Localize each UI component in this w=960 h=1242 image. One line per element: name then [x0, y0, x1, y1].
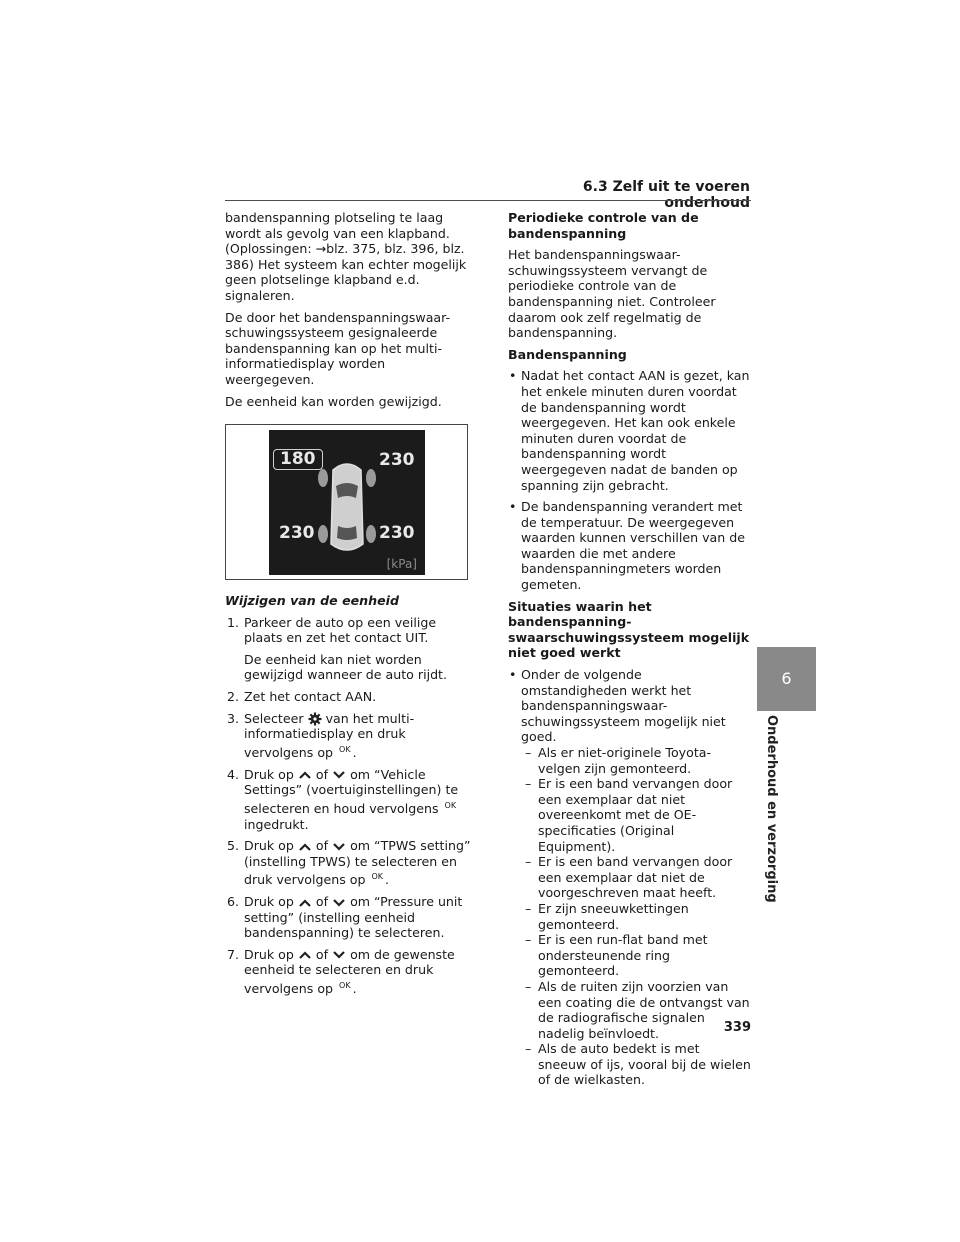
step-text: om de gewenste eenheid te selecteren en druk vervolgens op [244, 946, 455, 997]
step-text: Druk op [244, 766, 294, 782]
chevron-down-icon [332, 950, 346, 960]
chapter-tab: 6 [757, 647, 816, 711]
paragraph: Het bandenspanningswaar-schuwingssysteem vervangt de periodieke controle van de bandenspanning niet. Controleer daarom ook zelf regelmatig de bandenspanning. [508, 247, 716, 341]
list-item [521, 776, 751, 854]
section-heading: Periodieke controle van de bandenspanning [508, 210, 699, 241]
dash-marker: – [525, 1041, 532, 1057]
step-text: of [315, 766, 329, 782]
step-number: 5. [227, 838, 240, 854]
chevron-up-icon [298, 770, 312, 780]
pressure-front-right: 230 [379, 450, 415, 470]
list-item-text: Er is een band vervangen door een exemplaar dat niet de voorgeschreven maat heeft. [538, 854, 733, 901]
step-text: Selecteer [244, 710, 304, 726]
right-column [508, 210, 751, 1094]
step-note: De eenheid kan niet worden gewijzigd wanneer de auto rijdt. [244, 651, 448, 683]
pressure-rear-right: 230 [379, 523, 415, 543]
list-item [508, 368, 751, 493]
list-item-text: Als de auto bedekt is met sneeuw of ijs, vooral bij de wielen of de wielkasten. [538, 1041, 751, 1088]
section-heading: Bandenspanning [508, 346, 627, 362]
bullet-marker: • [509, 667, 517, 683]
step-text: ingedrukt. [244, 816, 309, 832]
chevron-up-icon [298, 950, 312, 960]
step-number: 6. [227, 894, 240, 910]
step-text: Druk op [244, 946, 294, 962]
step-2 [225, 689, 475, 705]
step-number: 3. [227, 710, 240, 726]
step-text: . [352, 744, 357, 760]
dash-marker: – [525, 776, 532, 792]
list-item [521, 932, 751, 979]
list-item-text: Er is een band vervangen door een exemplaar dat niet overeenkomt met de OE-specificaties (Original Equipment). [538, 776, 733, 854]
list-item-text: Onder de volgende omstandigheden werkt het bandenspanningswaar-schuwingssysteem mogelijk niet goed. [521, 667, 726, 745]
step-text: Parkeer de auto op een veilige plaats en zet het contact UIT. [244, 614, 437, 646]
bullet-marker: • [509, 499, 517, 515]
list-item [521, 854, 751, 901]
paragraph: bandenspanning plotseling te laag wordt als gevolg van een klapband. (Oplossingen: →blz. 375, blz. 396, blz. 386) Het systeem kan echter mogelijk geen plotselinge klapband e.d. signaleren. [225, 210, 467, 303]
list-item-text: De bandenspanning verandert met de temperatuur. De weergegeven waarden kunnen verschillen van de waarden die met andere bandenspanningmeters worden gemeten. [521, 499, 745, 593]
car-top-view-icon [317, 456, 377, 560]
step-number: 1. [227, 614, 240, 630]
step-3 [225, 711, 475, 761]
step-number: 2. [227, 688, 240, 704]
dash-marker: – [525, 900, 532, 916]
chevron-down-icon [332, 770, 346, 780]
list-item-text: Er is een run-flat band met ondersteunende ring gemonteerd. [538, 932, 708, 979]
bullet-marker: • [509, 368, 517, 384]
step-text: . [352, 981, 357, 997]
step-text: Druk op [244, 894, 294, 910]
list-item [521, 901, 751, 932]
step-number: 7. [227, 946, 240, 962]
list-item-text: Er zijn sneeuwkettingen gemonteerd. [538, 900, 689, 932]
step-text: om “Pressure unit setting” (instelling eenheid bandenspanning) te selecteren. [244, 894, 463, 941]
section-heading: Situaties waarin het bandenspanning-swaarschuwingssysteem mogelijk niet goed werkt [508, 598, 750, 661]
step-text: Zet het contact AAN. [244, 688, 377, 704]
dash-marker: – [525, 745, 532, 760]
step-6 [225, 894, 475, 941]
step-text: of [315, 946, 329, 962]
section-header: 6.3 Zelf uit te voeren onderhoud [582, 179, 750, 211]
paragraph: De door het bandenspanningswaar-schuwingssysteem gesignaleerde bandenspanning kan op het multi-informatiedisplay worden weergegeven. [225, 309, 451, 387]
step-text: van het multi-informatiedisplay en druk vervolgens op [244, 710, 415, 760]
ok-button-icon: OK [444, 800, 457, 810]
step-text: om “TPWS setting” (instelling TPWS) te selecteren en druk vervolgens op [244, 838, 471, 888]
pressure-unit: [kPa] [386, 557, 417, 571]
list-item-text: Nadat het contact AAN is gezet, kan het enkele minuten duren voordat de bandenspanning wordt weergegeven. Het kan ook enkele minuten duren voordat de bandenspanning wordt weergegeven nadat de banden op spanning zijn gebracht. [521, 368, 750, 493]
header-rule [225, 200, 751, 201]
steps-list [225, 615, 475, 997]
gear-icon [308, 712, 322, 726]
list-item [508, 499, 751, 593]
chevron-down-icon [332, 898, 346, 908]
chapter-label-text: Onderhoud en verzorging [764, 715, 779, 903]
step-number: 4. [227, 766, 240, 782]
step-text: . [385, 872, 390, 888]
mid-display [269, 430, 425, 575]
chevron-up-icon [298, 898, 312, 908]
paragraph: De eenheid kan worden gewijzigd. [225, 393, 442, 409]
step-text: Druk op [244, 838, 294, 854]
pressure-rear-left: 230 [279, 523, 315, 543]
chapter-side-label [757, 715, 787, 903]
chevron-down-icon [332, 842, 346, 852]
step-text: of [315, 894, 329, 910]
step-7 [225, 947, 475, 997]
list-item-text: Als er niet-originele Toyota-velgen zijn gemonteerd. [538, 745, 712, 776]
ok-button-icon: OK [339, 744, 351, 754]
unit-change-section [225, 593, 475, 1003]
tire-pressure-figure [225, 424, 468, 580]
list-item [521, 1041, 751, 1088]
list-item [521, 745, 751, 776]
step-text: of [315, 838, 329, 854]
dash-marker: – [525, 854, 532, 870]
ok-button-icon: OK [371, 872, 384, 882]
page-number: 339 [723, 1020, 751, 1035]
dash-marker: – [525, 978, 532, 994]
dash-list [521, 745, 751, 1088]
chevron-up-icon [298, 842, 312, 852]
ok-button-icon: OK [339, 981, 351, 991]
step-4 [225, 767, 475, 833]
list-item-text: Als de ruiten zijn voorzien van een coating die de ontvangst van de radiografische signalen nadelig beïnvloedt. [538, 978, 750, 1041]
step-text: om “Vehicle Settings” (voertuiginstellingen) te selecteren en houd vervolgens [244, 766, 459, 816]
step-5 [225, 838, 475, 888]
dash-marker: – [525, 932, 532, 948]
pressure-front-left: 180 [273, 449, 323, 470]
bullet-list [508, 368, 751, 592]
section-heading: Wijzigen van de eenheid [225, 593, 399, 608]
left-column [225, 210, 475, 415]
step-1 [225, 615, 475, 683]
